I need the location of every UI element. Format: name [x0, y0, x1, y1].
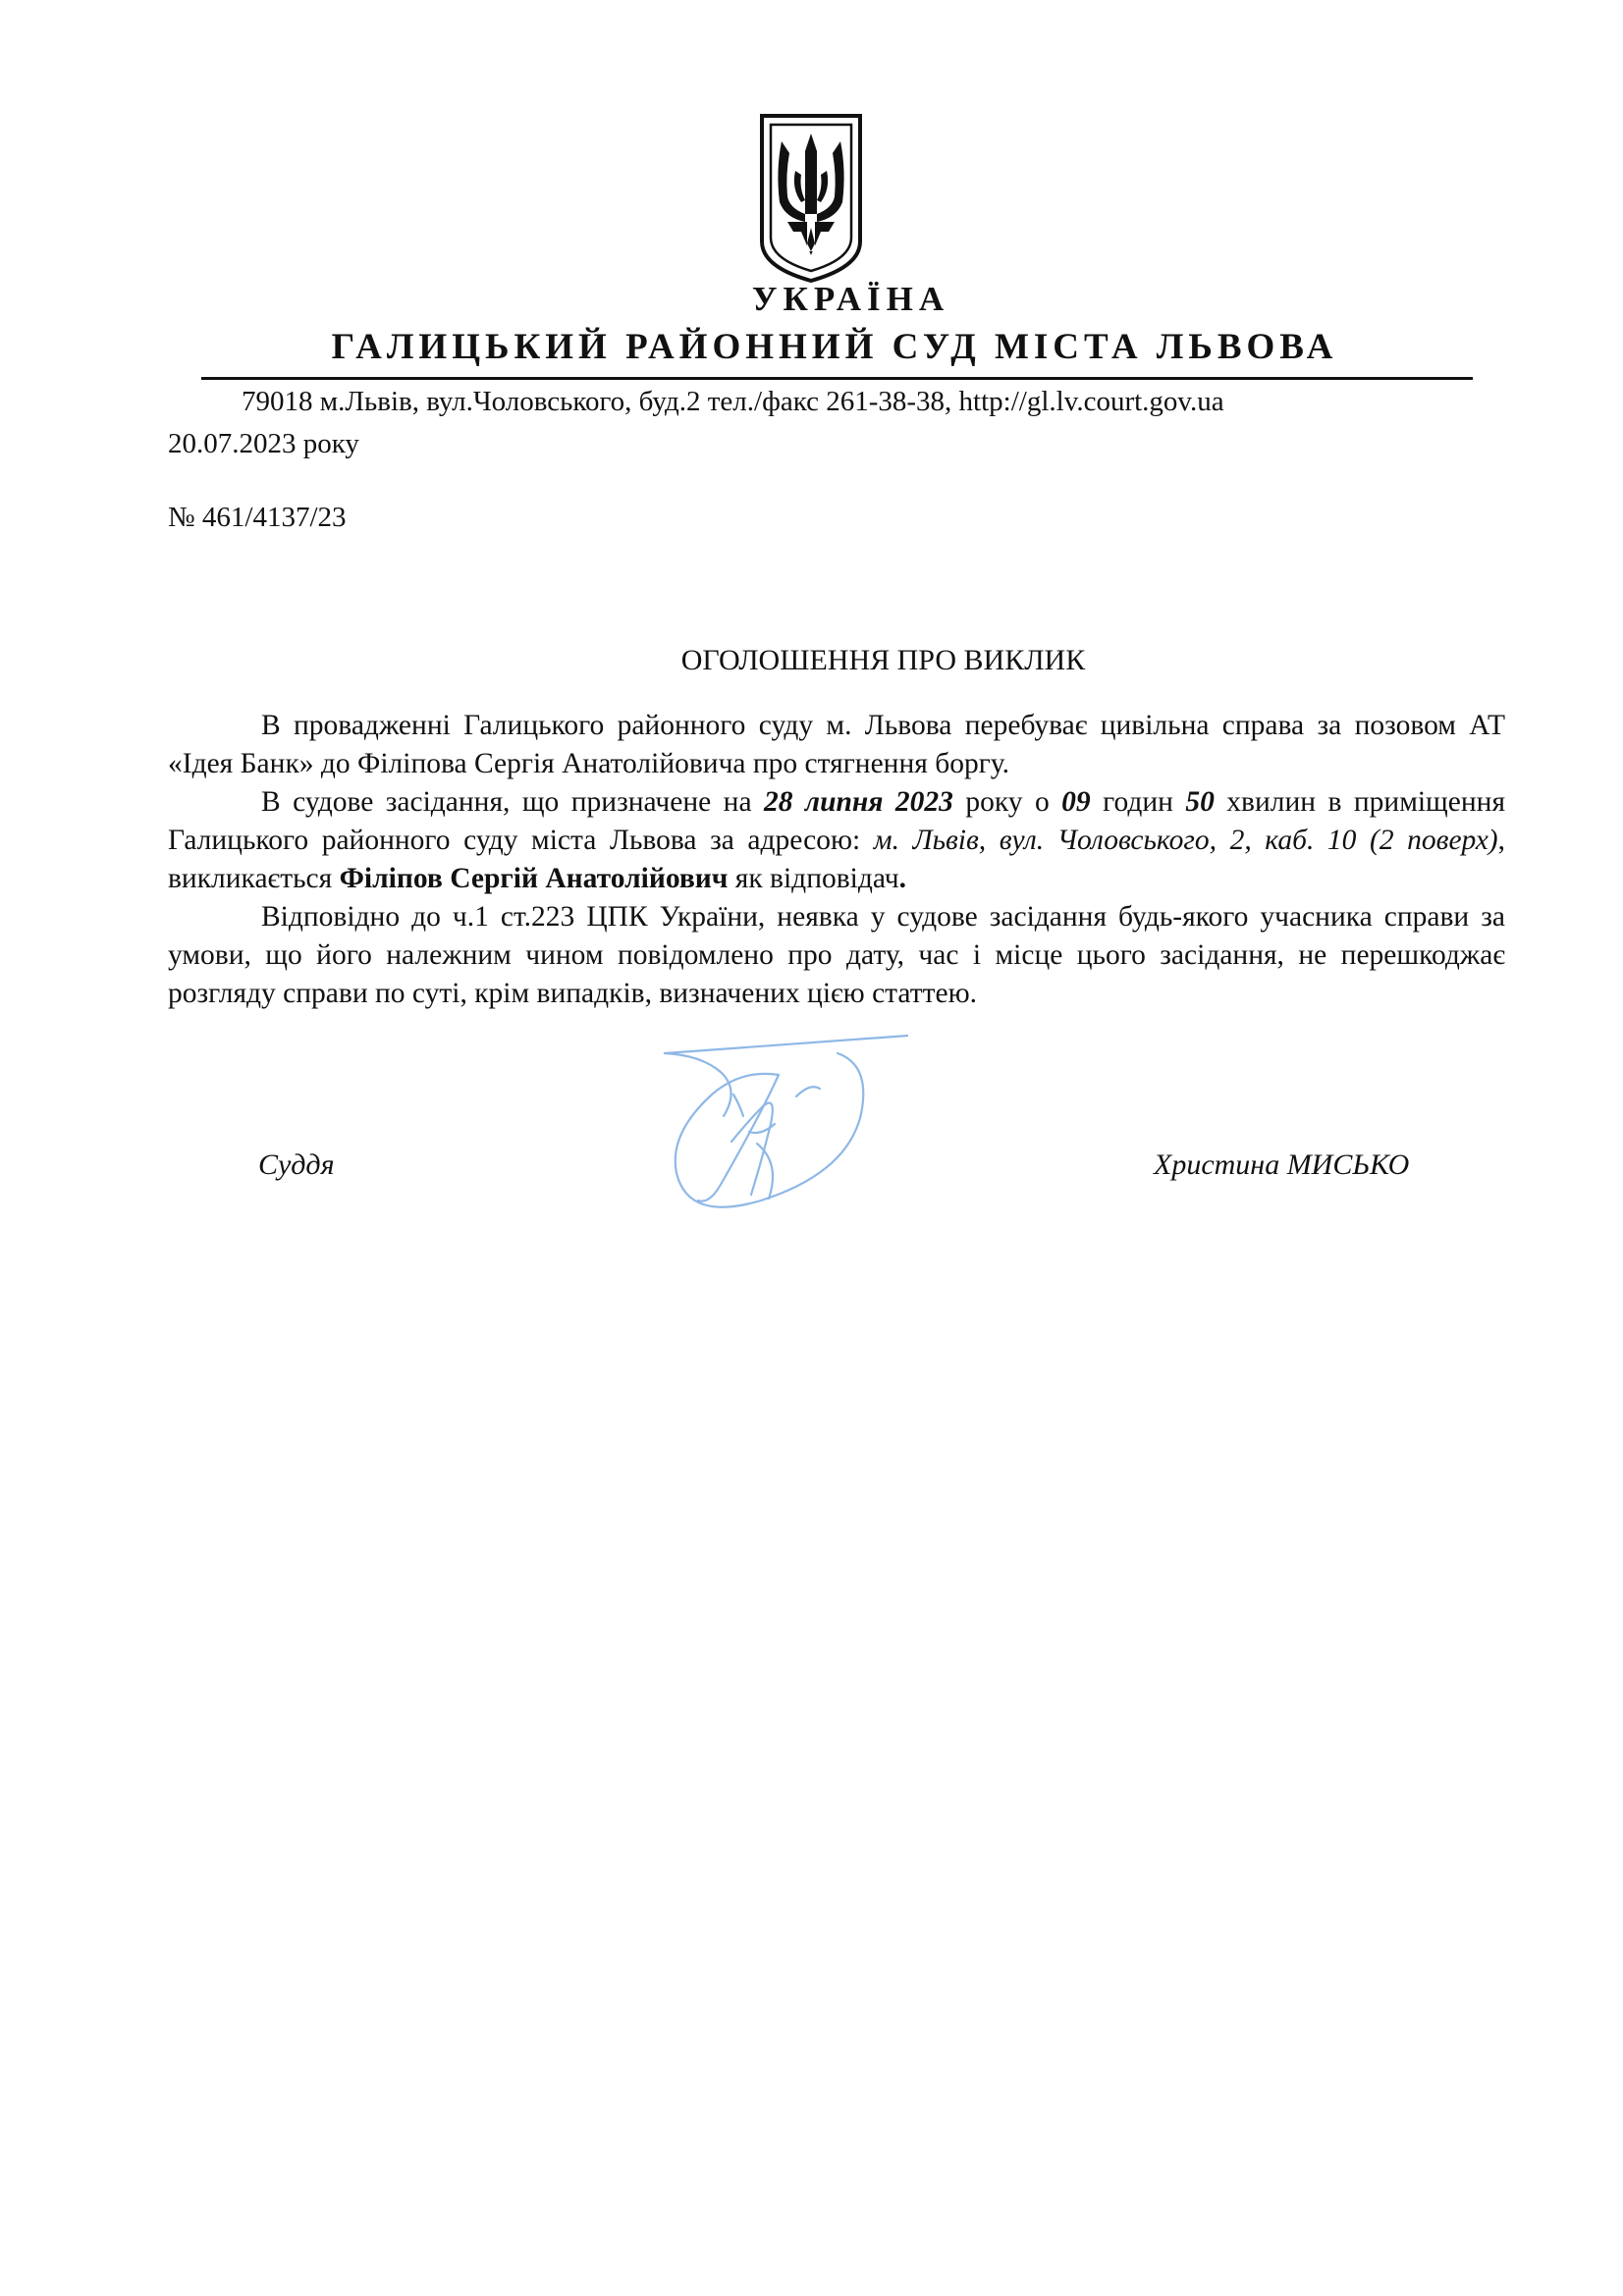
hearing-hours: 09: [1061, 786, 1091, 818]
summons-end: .: [898, 863, 906, 894]
hearing-minutes: 50: [1185, 786, 1215, 818]
court-name: ГАЛИЦЬКИЙ РАЙОННИЙ СУД МІСТА ЛЬВОВА: [331, 327, 1338, 367]
summons-text-5: , викликається: [168, 825, 1506, 894]
summons-text-4: хвилин в приміщення Галицького районного суду міста Львова за адресою:: [168, 786, 1506, 856]
paragraph-law: Відповідно до ч.1 ст.223 ЦПК України, неявка у судове засідання будь-якого учасника справи за умови, що його належним чином повідомлено про дату, час і місце цього засідання, не перешкоджає розгляду справи по суті, крім випадків, визначених цією статтею.: [168, 901, 1505, 1009]
paragraph-summons: [168, 783, 1505, 898]
defendant-name: Філіпов Сергій Анатолійович: [339, 863, 729, 894]
coat-of-arms-trident-icon: [758, 112, 864, 285]
summons-text-2: року о: [952, 786, 1062, 818]
document-title: ОГОЛОШЕННЯ ПРО ВИКЛИК: [680, 644, 1086, 676]
court-address: 79018 м.Львів, вул.Чоловського, буд.2 тел./факс 261-38-38, http://gl.lv.court.gov.ua: [242, 386, 1224, 417]
hearing-place: м. Львів, вул. Чоловського, 2, каб. 10 (2 поверх): [873, 825, 1498, 856]
judge-role: Суддя: [258, 1148, 335, 1181]
hearing-date: 28 липня 2023: [764, 786, 953, 818]
case-number: № 461/4137/23: [168, 502, 347, 533]
judge-name: Христина МИСЬКО: [1154, 1148, 1410, 1181]
document-body: [168, 707, 1505, 1013]
signature-mark: [614, 1026, 908, 1222]
summons-text-6: як відповідач: [728, 863, 899, 894]
document-date: 20.07.2023 року: [168, 428, 359, 459]
country-name: УКРАЇНА: [751, 280, 950, 318]
header-divider: [201, 377, 1473, 380]
summons-text-1: В судове засідання, що призначене на: [261, 786, 764, 818]
paragraph-case: В провадженні Галицького районного суду м. Львова перебуває цивільна справа за позовом АТ «Ідея Банк» до Філіпова Сергія Анатолійовича про стягнення боргу.: [168, 710, 1505, 779]
summons-text-3: годин: [1090, 786, 1186, 818]
